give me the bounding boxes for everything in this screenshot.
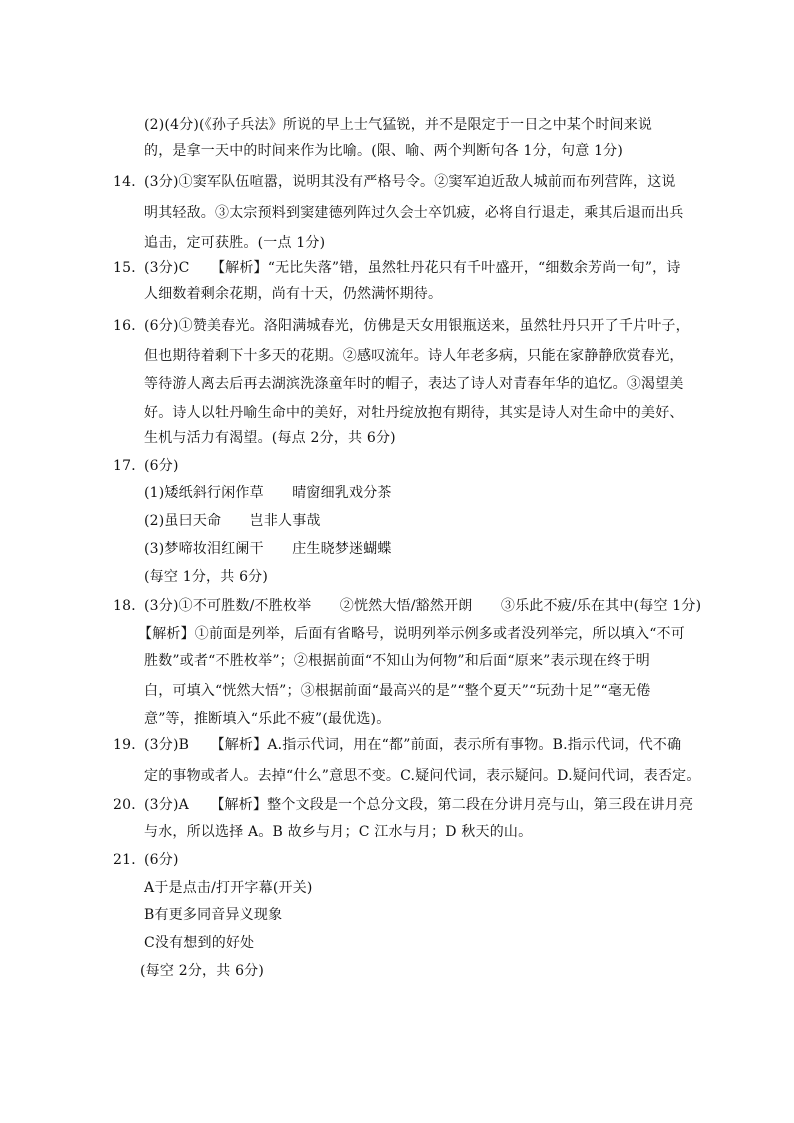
line-text: (2)虽曰天命 岂非人事哉 (144, 513, 321, 529)
line-text: (6分) (144, 852, 179, 868)
line-text: (1)矮纸斜行闲作草 晴窗细乳戏分茶 (144, 485, 392, 501)
line-text: 意”等，推断填入“乐此不疲”(最优选)。 (144, 711, 391, 727)
question-number: 18． (113, 598, 146, 614)
line-text: 好。诗人以牡丹喻生命中的美好，对牡丹绽放抱有期待，其实是诗人对生命中的美好、 (144, 405, 684, 421)
line-text: (3分)B 【解析】A.指示代词，用在“都”前面，表示所有事物。B.指示代词，代不确 (144, 737, 682, 753)
line-text: 【解析】①前面是列举，后面有省略号，说明列举示例多或者没列举完，所以填入“不可 (138, 626, 685, 642)
line-text: 但也期待着剩下十多天的花期。②感叹流年。诗人年老多病，只能在家静静欣赏春光， (144, 348, 684, 364)
line-text: 与水，所以选择 A。B 故乡与月；C 江水与月；D 秋天的山。 (144, 824, 533, 840)
line-text: 明其轻敌。③太宗预料到窦建德列阵过久会士卒饥疲，必将自行退走，乘其后退而出兵 (144, 205, 684, 221)
line-text: 定的事物或者人。去掉“什么”意思不变。C.疑问代词，表示疑问。D.疑问代词，表否定。 (144, 768, 701, 784)
line-text: 追击，定可获胜。(一点 1分) (144, 235, 326, 251)
question-number: 21． (113, 852, 146, 868)
line-text: (每空 1分，共 6分) (144, 569, 269, 585)
question-number: 14． (113, 174, 146, 190)
line-text: (每空 2分，共 6分) (140, 963, 265, 979)
question-number: 19． (113, 737, 146, 753)
question-number: 20． (113, 797, 146, 813)
line-text: (3分)①不可胜数/不胜枚举 ②恍然大悟/豁然开朗 ③乐此不疲/乐在其中(每空 1分) (144, 598, 702, 614)
line-text: 等待游人离去后再去湖滨洗涤童年时的帽子，表达了诗人对青春年华的追忆。③渴望美 (144, 376, 684, 392)
line-text: 人细数着剩余花期，尚有十天，仍然满怀期待。 (144, 286, 443, 302)
question-number: 15． (113, 260, 146, 276)
line-text: A于是点击/打开字幕(开关) (144, 880, 313, 896)
line-text: 胜数”或者“不胜枚举”；②根据前面“不知山为何物”和后面“原来”表示现在终于明 (144, 653, 650, 669)
question-number: 17． (113, 458, 146, 474)
line-text: (6分)①赞美春光。洛阳满城春光，仿佛是天女用银瓶送来，虽然牡丹只开了千片叶子， (144, 318, 690, 334)
line-text: C没有想到的好处 (144, 935, 255, 951)
line-text: 白，可填入“恍然大悟”；③根据前面“最高兴的是”“整个夏天”“玩劲十足”“毫无倦 (144, 683, 651, 699)
line-text: 的，是拿一天中的时间来作为比喻。(限、喻、两个判断句各 1分，句意 1分) (144, 143, 624, 159)
line-text: (3分)A 【解析】整个文段是一个总分文段，第二段在分讲月亮与山，第三段在讲月亮 (144, 797, 694, 813)
line-text: (2)(4分)(《孙子兵法》所说的早上士气猛锐，并不是限定于一日之中某个时间来说 (144, 117, 653, 133)
line-text: B有更多同音异义现象 (144, 907, 283, 923)
line-text: (3分)①窦军队伍喧嚣，说明其没有严格号令。②窦军迫近敌人城前而布列营阵，这说 (144, 174, 676, 190)
line-text: 生机与活力有渴望。(每点 2分，共 6分) (144, 430, 396, 446)
line-text: (3分)C 【解析】“无比失落”错，虽然牡丹花只有千叶盛开，“细数余芳尚一旬”，诗 (144, 260, 681, 276)
line-text: (3)梦啼妆泪红阑干 庄生晓梦迷蝴蝶 (144, 541, 392, 557)
question-number: 16． (113, 318, 146, 334)
line-text: (6分) (144, 458, 179, 474)
